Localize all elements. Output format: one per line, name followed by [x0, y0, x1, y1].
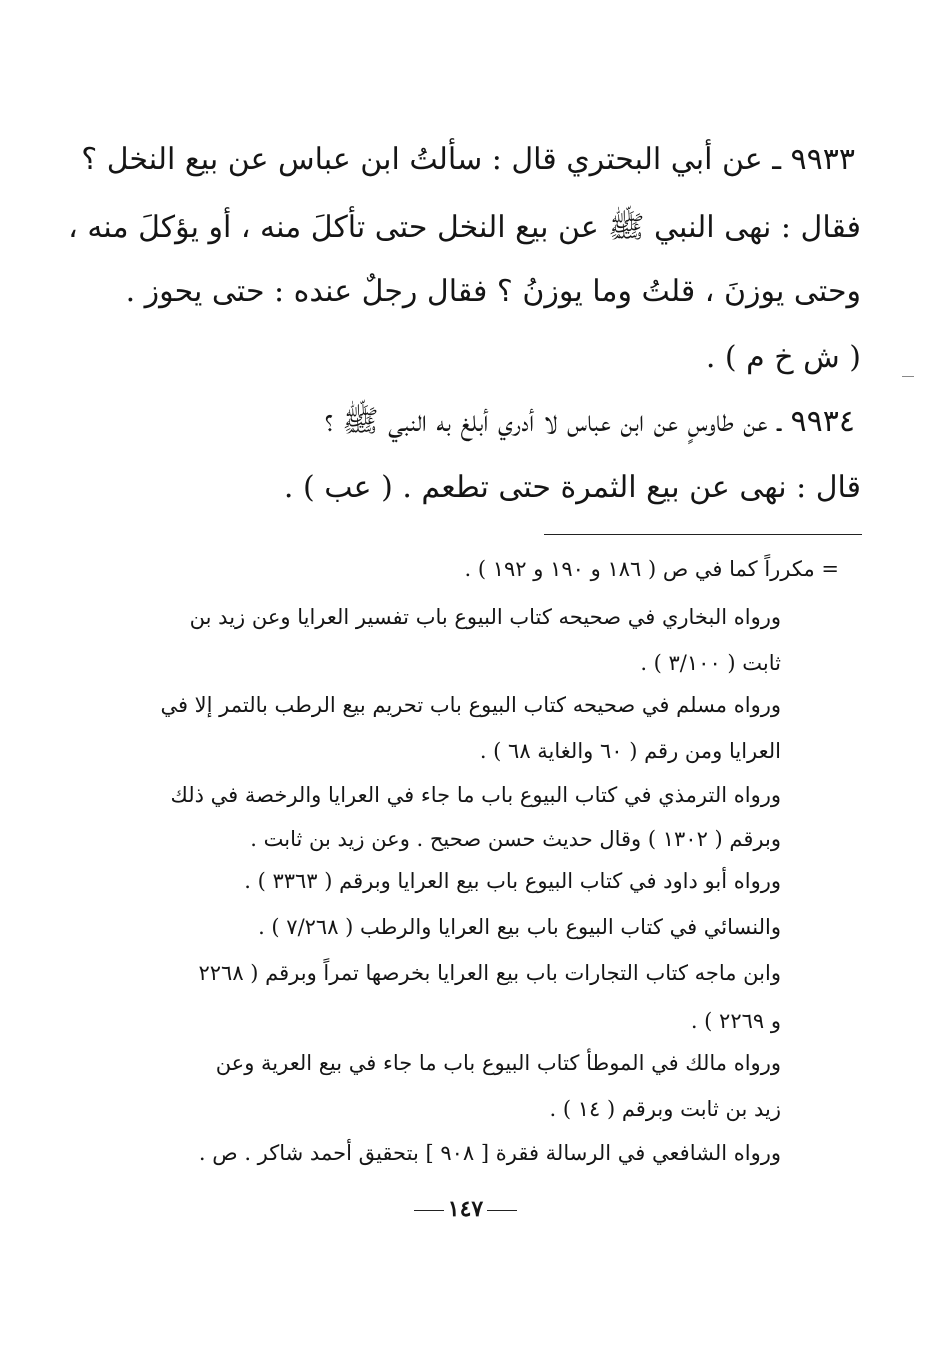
- footnote-line: ورواه أبو داود في كتاب البيوع باب بيع العرايا وبرقم ( ٣٣٦٣ ) .: [244, 869, 781, 893]
- footnote-separator: [544, 534, 862, 535]
- hadith-9933-line-1: ٩٩٣٣ ـ عن أبي البحتري قال : سألتُ ابن عباس عن بيع النخل ؟: [81, 142, 855, 177]
- footnote-line: ورواه الشافعي في الرسالة فقرة [ ٩٠٨ ] بتحقيق أحمد شاكر . ص .: [198, 1141, 781, 1165]
- hadith-9934-line-1: ٩٩٣٤ ـ عن طاوسٍ عن ابن عباس لا أدري أبلغ به النبي ﷺ ؟: [324, 404, 855, 439]
- footnote-line: وابن ماجه كتاب التجارات باب بيع العرايا بخرصها تمراً وبرقم ( ٢٢٦٨: [198, 961, 781, 985]
- page-number-value: ١٤٧: [447, 1196, 484, 1222]
- footnote-line: ورواه الترمذي في كتاب البيوع باب ما جاء في العرايا والرخصة في ذلك: [170, 783, 781, 807]
- footnote-line: زيد بن ثابت وبرقم ( ١٤ ) .: [549, 1097, 781, 1121]
- hadith-9933-line-3: وحتى يوزنَ ، قلتُ وما يوزنُ ؟ فقال رجلٌ عنده : حتى يحوز .: [125, 274, 861, 309]
- footnote-line: و ٢٢٦٩ ) .: [690, 1009, 781, 1033]
- footnote-line: العرايا ومن رقم ( ٦٠ والغاية ٦٨ ) .: [479, 739, 781, 763]
- margin-mark: [902, 376, 914, 377]
- footnote-line: = مكرراً كما في ص ( ١٨٦ و ١٩٠ و ١٩٢ ) .: [464, 557, 839, 581]
- hadith-9933-line-2: فقال : نهى النبي ﷺ عن بيع النخل حتى تأكلَ منه ، أو يؤكلَ منه ،: [68, 210, 861, 245]
- page-number: [0, 1196, 931, 1222]
- footnote-line: ورواه مالك في الموطأ كتاب البيوع باب ما جاء في بيع العرية وعن: [215, 1051, 781, 1075]
- footnote-line: وبرقم ( ١٣٠٢ ) وقال حديث حسن صحيح . وعن زيد بن ثابت .: [250, 827, 781, 851]
- hadith-9933-source: ( ش خ م ) .: [705, 340, 861, 375]
- footnote-line: والنسائي في كتاب البيوع باب بيع العرايا والرطب ( ٧/٢٦٨ ) .: [258, 915, 781, 939]
- footnote-line: ورواه البخاري في صحيحه كتاب البيوع باب تفسير العرايا وعن زيد بن: [189, 605, 781, 629]
- footnote-line: ثابت ( ٣/١٠٠ ) .: [640, 651, 781, 675]
- hadith-9934-line-2: قال : نهى عن بيع الثمرة حتى تطعم . ( عب ) .: [283, 470, 861, 505]
- footnote-line: ورواه مسلم في صحيحه كتاب البيوع باب تحريم بيع الرطب بالتمر إلا في: [160, 693, 781, 717]
- page-number-dash-left: [487, 1210, 517, 1211]
- page-number-dash-right: [414, 1210, 444, 1211]
